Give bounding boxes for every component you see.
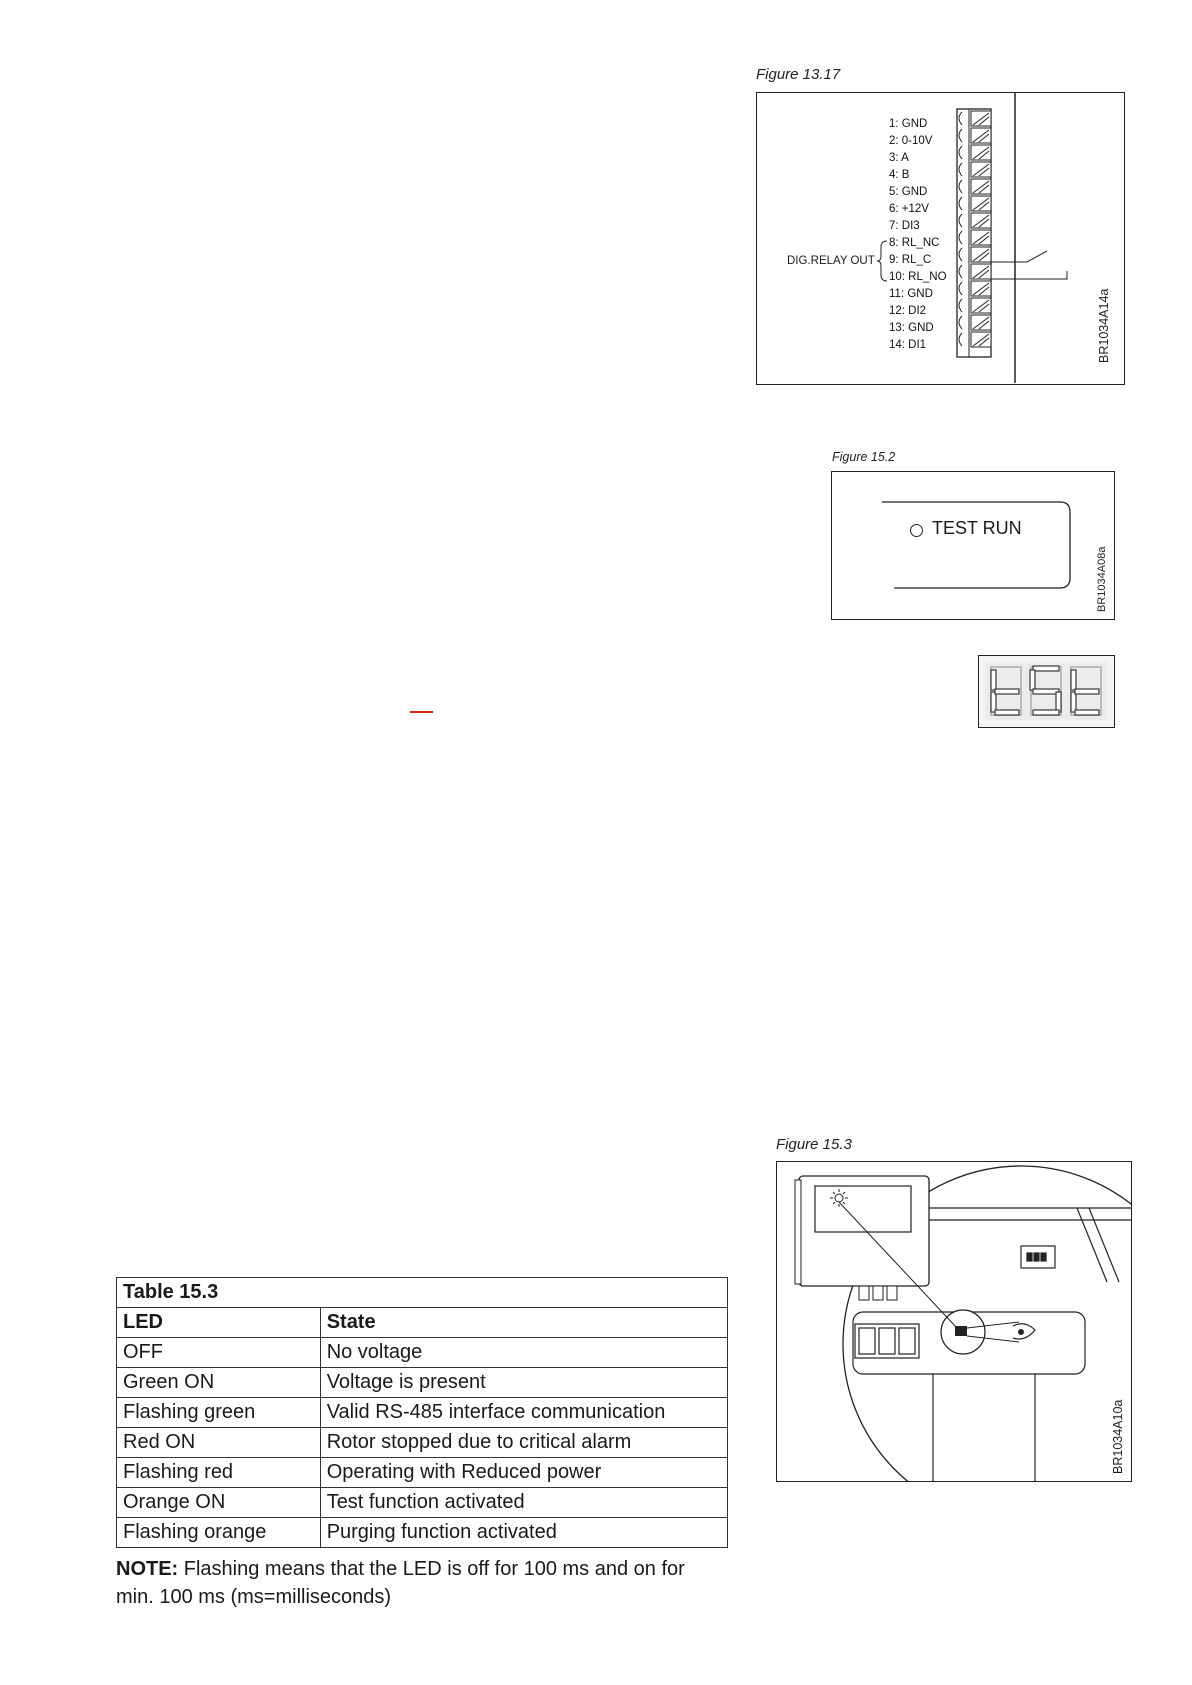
led-state-table bbox=[116, 1277, 728, 1548]
figure-code: BR1034A10a bbox=[1111, 1399, 1125, 1474]
note-text: Flashing means that the LED is off for 100 ms and on for min. 100 ms (ms=milliseconds) bbox=[116, 1558, 685, 1608]
led-cell: Flashing green bbox=[117, 1398, 321, 1428]
table-caption: Table 15.3 bbox=[117, 1278, 728, 1308]
table-row bbox=[117, 1458, 728, 1488]
table-header-row bbox=[117, 1308, 728, 1338]
table-note bbox=[116, 1555, 728, 1611]
pin-label: 4: B bbox=[889, 169, 910, 181]
figure-13-17-terminal-diagram bbox=[756, 92, 1125, 385]
pin-label: 8: RL_NC bbox=[889, 237, 940, 249]
pin-label: 1: GND bbox=[889, 118, 928, 130]
figure-15-3-caption: Figure 15.3 bbox=[776, 1136, 852, 1153]
figure-code: BR1034A14a bbox=[1097, 288, 1111, 363]
figure-15-2-caption: Figure 15.2 bbox=[832, 450, 896, 464]
pin-label: 3: A bbox=[889, 152, 909, 164]
terminal-block-drawing bbox=[757, 93, 1123, 383]
state-cell: Test function activated bbox=[320, 1488, 727, 1518]
column-header-led: LED bbox=[117, 1308, 321, 1338]
led-cell: OFF bbox=[117, 1338, 321, 1368]
figure-15-3-device bbox=[776, 1161, 1132, 1482]
red-underline-mark bbox=[410, 711, 433, 713]
column-header-state: State bbox=[320, 1308, 727, 1338]
pin-label: 6: +12V bbox=[889, 203, 929, 215]
table-15-3-wrapper bbox=[116, 1277, 728, 1548]
state-cell: Rotor stopped due to critical alarm bbox=[320, 1428, 727, 1458]
state-cell: Operating with Reduced power bbox=[320, 1458, 727, 1488]
state-cell: Voltage is present bbox=[320, 1368, 727, 1398]
table-row bbox=[117, 1488, 728, 1518]
figure-code: BR1034A08a bbox=[1096, 546, 1108, 612]
table-row bbox=[117, 1428, 728, 1458]
pin-label: 9: RL_C bbox=[889, 254, 932, 266]
dig-relay-out-label: DIG.RELAY OUT bbox=[787, 255, 875, 267]
display-digits bbox=[985, 662, 1107, 720]
led-cell: Red ON bbox=[117, 1428, 321, 1458]
panel-outline bbox=[832, 472, 1114, 619]
seven-segment-display bbox=[978, 655, 1115, 728]
state-cell: Valid RS-485 interface communication bbox=[320, 1398, 727, 1428]
pin-label: 13: GND bbox=[889, 322, 934, 334]
pin-label: 7: DI3 bbox=[889, 220, 920, 232]
pin-label: 14: DI1 bbox=[889, 339, 927, 351]
state-cell: No voltage bbox=[320, 1338, 727, 1368]
table-caption-row bbox=[117, 1278, 728, 1308]
device-drawing bbox=[777, 1162, 1131, 1481]
state-cell: Purging function activated bbox=[320, 1518, 727, 1548]
test-run-label: TEST RUN bbox=[932, 518, 1022, 538]
table-row bbox=[117, 1518, 728, 1548]
pin-label: 2: 0-10V bbox=[889, 135, 933, 147]
led-cell: Orange ON bbox=[117, 1488, 321, 1518]
led-cell: Flashing red bbox=[117, 1458, 321, 1488]
note-label: NOTE: bbox=[116, 1558, 179, 1580]
pin-label: 10: RL_NO bbox=[889, 271, 947, 283]
figure-13-17-caption: Figure 13.17 bbox=[756, 66, 841, 83]
led-circle-icon bbox=[910, 524, 923, 537]
figure-15-2-panel bbox=[831, 471, 1115, 620]
led-cell: Green ON bbox=[117, 1368, 321, 1398]
led-cell: Flashing orange bbox=[117, 1518, 321, 1548]
table-row bbox=[117, 1338, 728, 1368]
pin-label: 12: DI2 bbox=[889, 305, 927, 317]
pin-label: 11: GND bbox=[889, 288, 933, 300]
table-row bbox=[117, 1368, 728, 1398]
table-row bbox=[117, 1398, 728, 1428]
pin-label: 5: GND bbox=[889, 186, 928, 198]
